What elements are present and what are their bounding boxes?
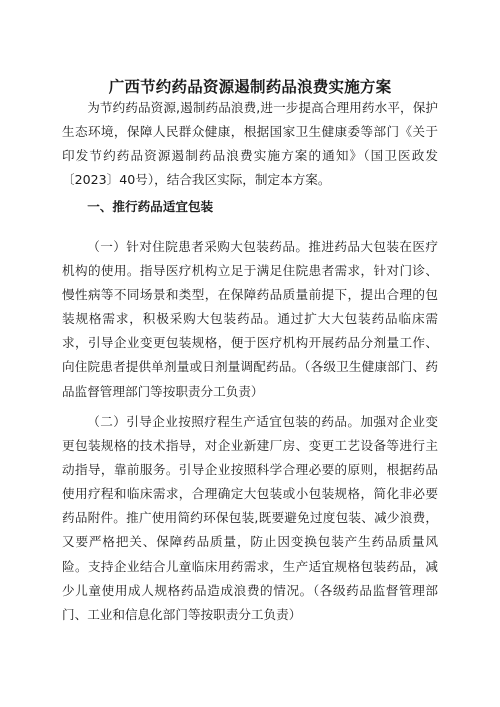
- document-title: 广西节约药品资源遏制药品浪费实施方案: [108, 78, 392, 97]
- item-paragraph-2: （二）引导企业按照疗程生产适宜包装的药品。加强对企业变更包装规格的技术指导，对企业新建厂房、变更工艺设备等进行主动指导，靠前服务。引导企业按照科学合理必要的原则，根据药品使用疗程和临床需求，合理确定大包装或小包装规格，简化非必要药品附件。推广使用简约环保包装,既要避免过度包装、减少浪费，又要严格把关、保障药品质量，防止因变换包装产生药品质量风险。支持企业结合儿童临床用药需求，生产适宜规格包装药品，减少儿童使用成人规格药品造成浪费的情况。（各级药品监督管理部门、工业和信息化部门等按职责分工负责）: [62, 414, 438, 622]
- intro-paragraph: 为节约药品资源,遏制药品浪费,进一步提高合理用药水平，保护生态环境，保障人民群众健康，根据国家卫生健康委等部门《关于印发节约药品资源遏制药品浪费实施方案的通知》（国卫医政发〔2023〕40号），结合我区实际，制定本方案。: [62, 100, 438, 188]
- item-paragraph-1: （一）针对住院患者采购大包装药品。推进药品大包装在医疗机构的使用。指导医疗机构立足于满足住院患者需求，针对门诊、慢性病等不同场景和类型，在保障药品质量前提下，提出合理的包装规格需求，积极采购大包装药品。通过扩大大包装药品临床需求，引导企业变更包装规格，便于医疗机构开展药品分剂量工作、向住院患者提供单剂量或日剂量调配药品。（各级卫生健康部门、药品监督管理部门等按职责分工负责）: [62, 239, 438, 399]
- section-heading: 一、推行药品适宜包装: [87, 199, 214, 214]
